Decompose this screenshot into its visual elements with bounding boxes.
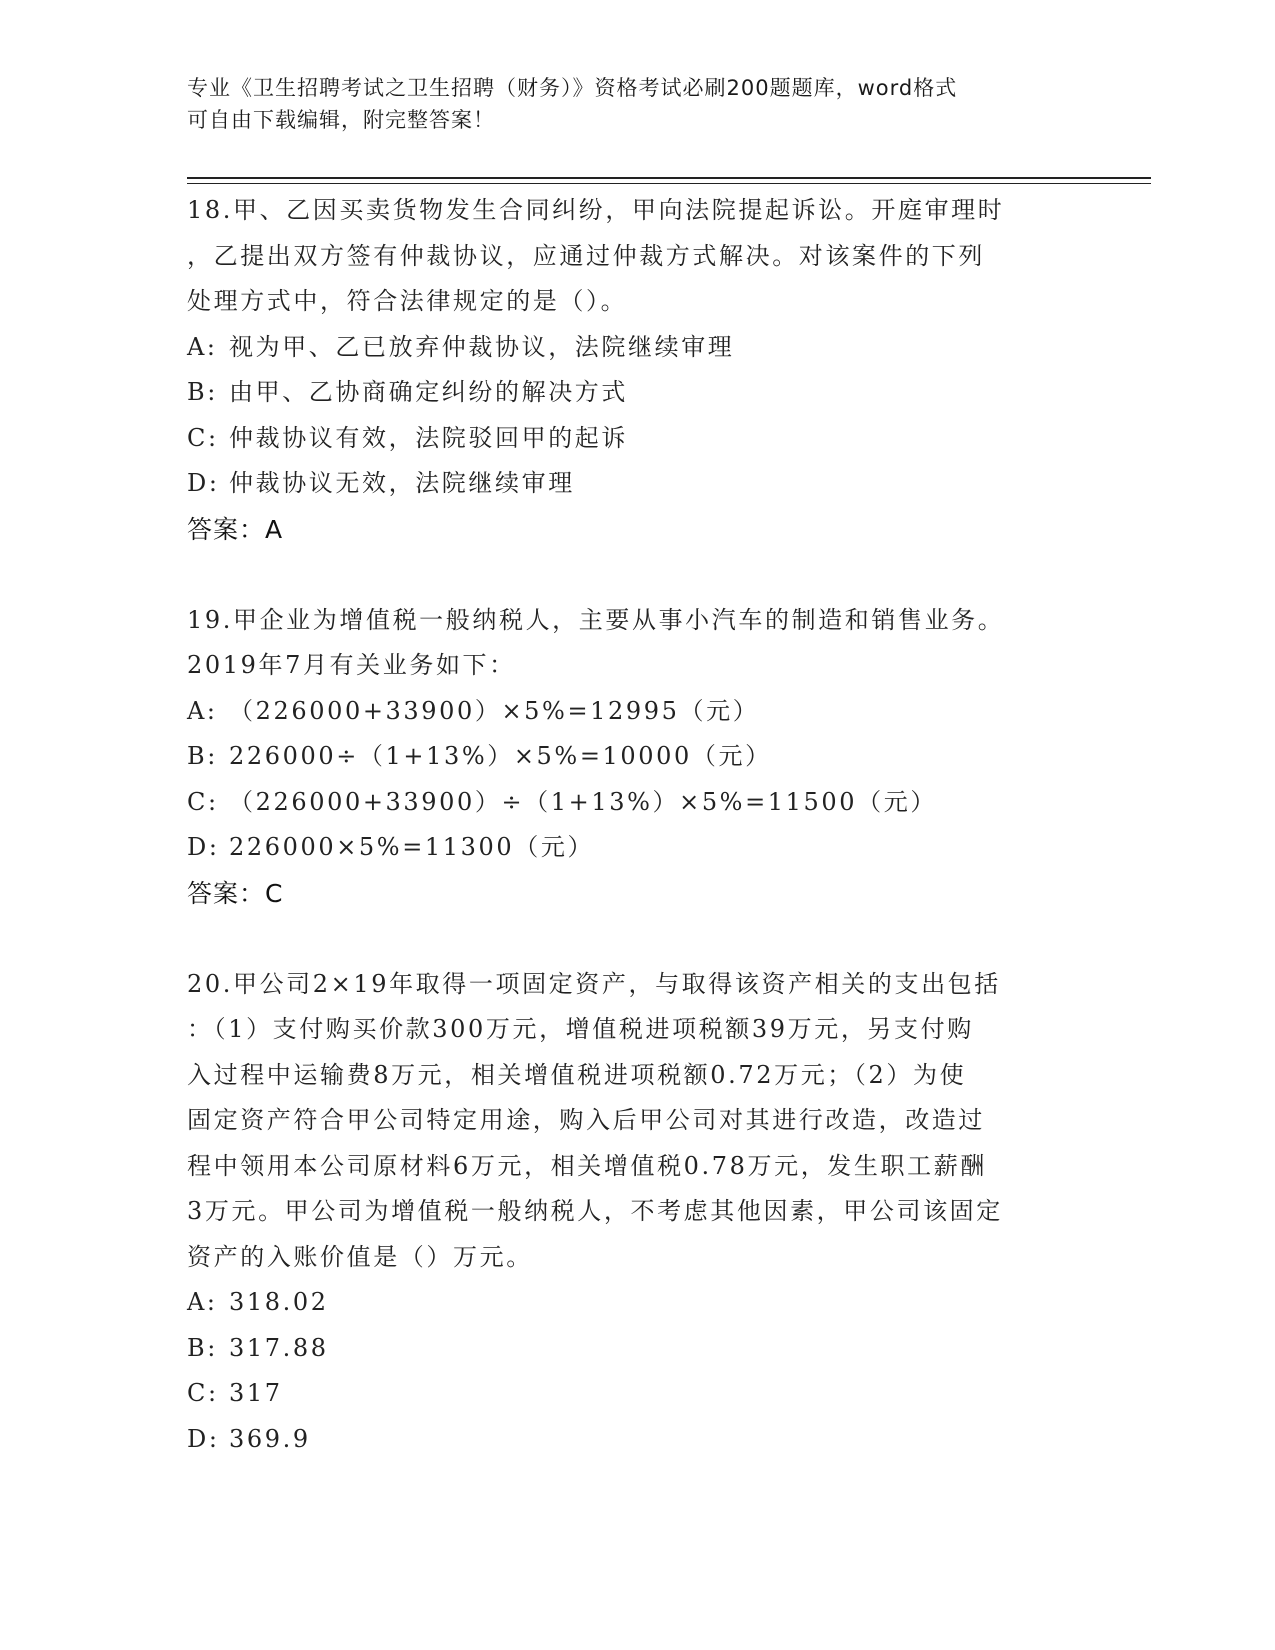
option-key: C: [187, 1379, 219, 1407]
question-stem-line: 2019年7月有关业务如下： [187, 651, 516, 679]
answer-text: 答案：A [187, 514, 284, 544]
option-text: （226000+33900）×5%=12995（元） [229, 696, 760, 725]
option-key: A: [187, 1288, 218, 1316]
answer-text: 答案：C [187, 878, 284, 908]
option-key: D: [187, 833, 220, 861]
option-text: 226000×5%=11300（元） [229, 833, 595, 861]
option-key: B: [187, 378, 218, 406]
option-text: 369.9 [229, 1424, 311, 1453]
option-d [187, 461, 1087, 507]
option-c [187, 1371, 1087, 1417]
question-stem-line: 18.甲、乙因买卖货物发生合同纠纷，甲向法院提起诉讼。开庭审理时 [187, 196, 1005, 224]
option-text: 仲裁协议有效，法院驳回甲的起诉 [229, 423, 628, 452]
option-text: 318.02 [229, 1288, 329, 1316]
option-a [187, 1280, 1087, 1326]
option-key: A: [187, 696, 218, 725]
option-d [187, 1417, 1087, 1463]
question-stem-line: 处理方式中，符合法律规定的是（）。 [187, 287, 628, 315]
option-d [187, 825, 1087, 871]
option-key: C: [187, 787, 219, 816]
question-stem-line: 3万元。甲公司为增值税一般纳税人，不考虑其他因素，甲公司该固定 [187, 1197, 1003, 1225]
option-key: D: [187, 469, 220, 497]
option-b [187, 1326, 1087, 1372]
header-line-2: 可自由下载编辑，附完整答案！ [187, 108, 495, 132]
question-18 [187, 188, 1087, 552]
document-header [187, 72, 1087, 136]
question-stem-line: ，乙提出双方签有仲裁协议，应通过仲裁方式解决。对该案件的下列 [187, 241, 985, 270]
option-a [187, 325, 1087, 371]
header-divider-thin [187, 183, 1151, 184]
option-c [187, 780, 1087, 826]
question-stem-line: ：（1）支付购买价款300万元，增值税进项税额39万元，另支付购 [187, 1015, 974, 1043]
question-stem-line: 入过程中运输费8万元，相关增值税进项税额0.72万元；（2）为使 [187, 1060, 967, 1089]
question-stem-line: 程中领用本公司原材料6万元，相关增值税0.78万元，发生职工薪酬 [187, 1151, 987, 1180]
spacer [187, 916, 1087, 962]
header-line-1: 专业《卫生招聘考试之卫生招聘（财务）》资格考试必刷200题题库，word格式 [187, 76, 958, 100]
question-19 [187, 598, 1087, 917]
option-text: 视为甲、乙已放弃仲裁协议，法院继续审理 [229, 332, 735, 361]
option-key: D: [187, 1424, 220, 1453]
spacer [187, 552, 1087, 598]
option-text: 317.88 [229, 1333, 329, 1362]
option-text: （226000+33900）÷（1+13%）×5%=11500（元） [229, 787, 937, 816]
option-key: A: [187, 332, 218, 361]
option-key: B: [187, 742, 218, 770]
question-list [187, 188, 1087, 1462]
option-b [187, 734, 1087, 780]
question-stem-line: 资产的入账价值是（）万元。 [187, 1242, 533, 1271]
option-key: B: [187, 1333, 218, 1362]
option-text: 仲裁协议无效，法院继续审理 [229, 469, 575, 497]
question-20 [187, 962, 1087, 1463]
option-text: 由甲、乙协商确定纠纷的解决方式 [229, 378, 628, 406]
question-stem-line: 20.甲公司2×19年取得一项固定资产，与取得该资产相关的支出包括 [187, 969, 1001, 998]
option-text: 226000÷（1+13%）×5%=10000（元） [229, 742, 772, 770]
option-text: 317 [229, 1379, 283, 1407]
header-divider [187, 177, 1151, 179]
option-c [187, 416, 1087, 462]
option-key: C: [187, 423, 219, 452]
option-a [187, 689, 1087, 735]
option-b [187, 370, 1087, 416]
question-stem-line: 固定资产符合甲公司特定用途，购入后甲公司对其进行改造，改造过 [187, 1106, 985, 1134]
question-stem-line: 19.甲企业为增值税一般纳税人，主要从事小汽车的制造和销售业务。 [187, 605, 1005, 634]
